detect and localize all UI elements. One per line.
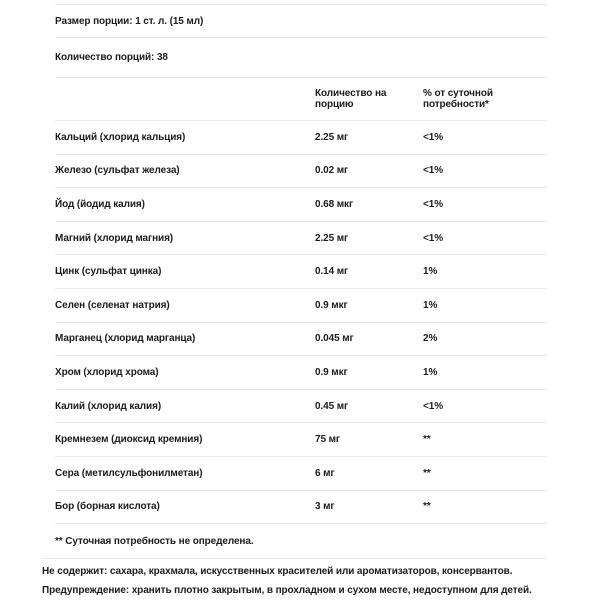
nutrient-daily-value: ** xyxy=(423,467,431,479)
nutrient-amount: 0.02 мг xyxy=(315,165,349,177)
nutrient-amount: 2.25 мг xyxy=(315,232,349,244)
nutrient-name: Бор (борная кислота) xyxy=(55,501,160,513)
footnote-row xyxy=(55,524,547,558)
nutrient-daily-value: ** xyxy=(423,434,431,446)
servings-count-text: Количество порций: 38 xyxy=(55,52,168,63)
nutrient-name: Йод (йодид калия) xyxy=(55,198,145,210)
nutrient-row xyxy=(55,222,547,256)
nutrient-name: Калий (хлорид калия) xyxy=(55,400,162,412)
serving-size-row xyxy=(55,5,547,38)
nutrient-name: Марганец (хлорид марганца) xyxy=(55,333,196,345)
nutrient-row xyxy=(55,457,547,491)
nutrient-amount: 0.45 мг xyxy=(315,400,349,412)
nutrient-row xyxy=(55,323,547,357)
nutrient-row xyxy=(55,121,547,155)
footnote-text: ** Суточная потребность не определена. xyxy=(55,535,254,547)
contains-note: Не содержит: сахара, крахмала, искусственных красителей или ароматизаторов, консервантов. xyxy=(42,566,513,578)
nutrient-daily-value: 1% xyxy=(423,366,438,378)
nutrient-name: Кальций (хлорид кальция) xyxy=(55,131,186,143)
nutrient-amount: 2.25 мг xyxy=(315,131,349,143)
nutrient-amount: 6 мг xyxy=(315,467,335,479)
nutrient-daily-value: 2% xyxy=(423,333,438,345)
nutrient-daily-value: <1% xyxy=(423,232,443,244)
nutrient-daily-value: 1% xyxy=(423,299,438,311)
column-header-daily-value: % от суточной потребности* xyxy=(423,88,493,110)
nutrient-name: Магний (хлорид магния) xyxy=(55,232,174,244)
nutrient-amount: 3 мг xyxy=(315,501,335,513)
supplement-facts-table xyxy=(55,4,547,558)
warning-note: Предупреждение: хранить плотно закрытым, в прохладном и сухом месте, недоступном для детей. xyxy=(42,585,532,597)
nutrient-name: Цинк (сульфат цинка) xyxy=(55,266,162,278)
nutrient-amount: 0.68 мкг xyxy=(315,198,354,210)
nutrient-daily-value: 1% xyxy=(423,266,438,278)
serving-size-text: Размер порции: 1 ст. л. (15 мл) xyxy=(55,15,204,27)
nutrient-daily-value: <1% xyxy=(423,198,443,210)
nutrient-amount: 0.9 мкг xyxy=(315,366,348,378)
nutrient-row xyxy=(55,155,547,189)
nutrient-name: Сера (метилсульфонилметан) xyxy=(55,467,203,479)
nutrient-amount: 0.14 мг xyxy=(315,266,349,278)
nutrient-name: Железо (сульфат железа) xyxy=(55,165,180,177)
nutrient-row xyxy=(55,491,547,525)
nutrient-amount: 0.9 мкг xyxy=(315,299,348,311)
nutrient-row xyxy=(55,289,547,323)
nutrient-daily-value: <1% xyxy=(423,165,443,177)
table-header-row xyxy=(55,78,547,121)
nutrient-row xyxy=(55,188,547,222)
column-header-amount: Количество на порцию xyxy=(315,88,387,110)
nutrient-daily-value: <1% xyxy=(423,400,443,412)
nutrient-row xyxy=(55,423,547,457)
nutrient-rows xyxy=(55,121,547,524)
notes-section xyxy=(42,558,547,596)
nutrient-name: Кремнезем (диоксид кремния) xyxy=(55,434,203,446)
nutrient-amount: 0.045 мг xyxy=(315,333,354,345)
nutrient-row xyxy=(55,255,547,289)
nutrient-amount: 75 мг xyxy=(315,434,340,446)
nutrient-row xyxy=(55,356,547,390)
nutrient-name: Селен (селенат натрия) xyxy=(55,299,170,311)
nutrient-daily-value: <1% xyxy=(423,131,443,143)
nutrient-row xyxy=(55,390,547,424)
servings-count-row xyxy=(55,38,547,78)
nutrient-name: Хром (хлорид хрома) xyxy=(55,366,159,378)
nutrient-daily-value: ** xyxy=(423,501,431,513)
